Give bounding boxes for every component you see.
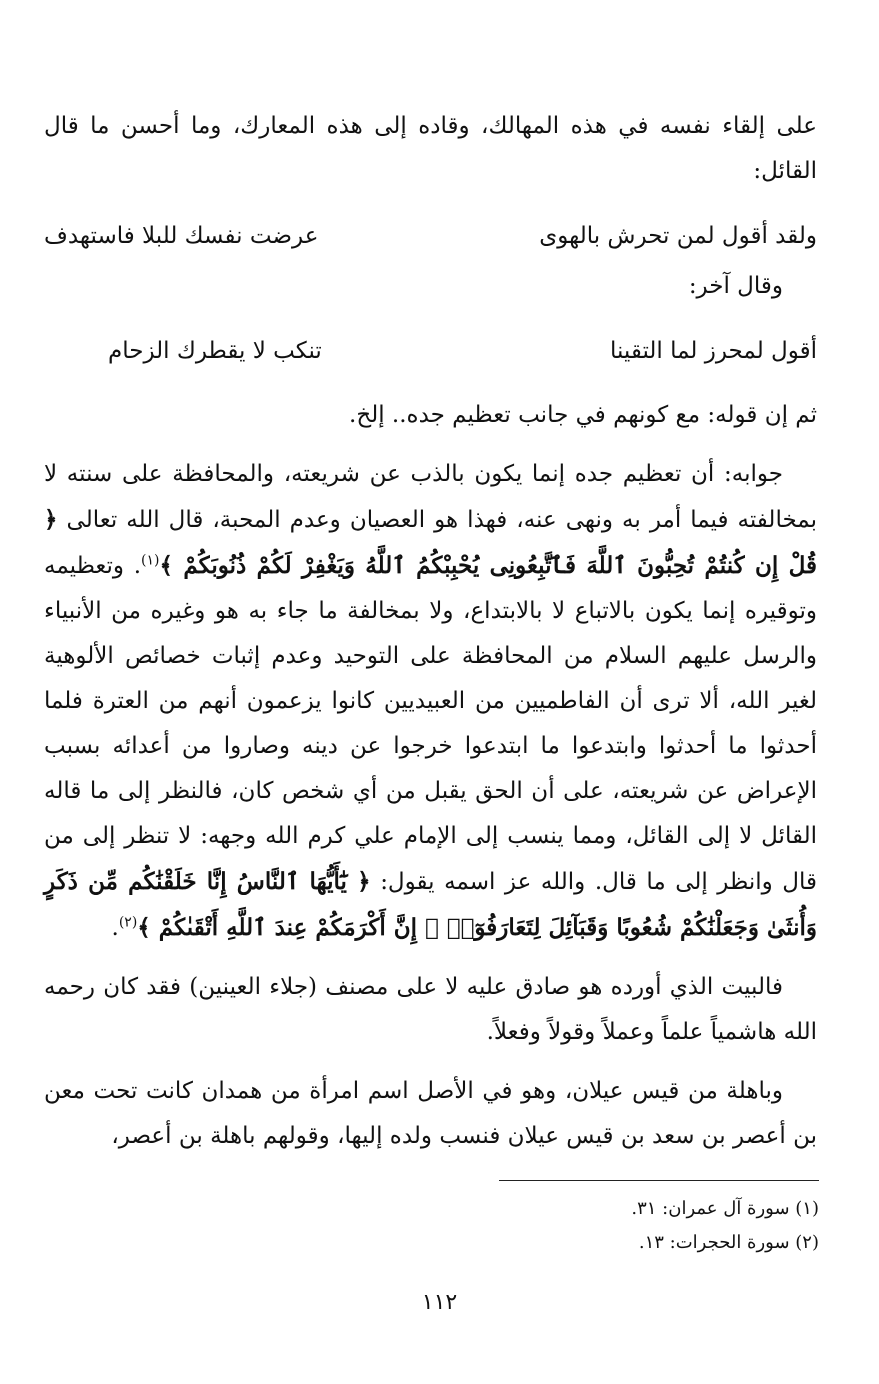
verse-1-second-hemistich: عرضت نفسك للبلا فاستهدف	[44, 222, 319, 249]
answer-text-3: .	[111, 915, 119, 941]
footnote-ref-2: (٢)	[118, 914, 138, 931]
verse-2-second-hemistich: تنكب لا يقطرك الزحام	[108, 337, 322, 364]
footnote-separator	[499, 1180, 819, 1181]
footnote-2: (٢) سورة الحجرات: ١٣.	[638, 1232, 819, 1253]
paragraph-intro: على إلقاء نفسه في هذه المهالك، وقاده إلى هذه المعارك، وما أحسن ما قال القائل:	[44, 113, 817, 184]
quran-verse-al-imran: ﴿ قُلْ إِن كُنتُمْ تُحِبُّونَ ٱللَّهَ فَٱتَّبِعُونِى يُحْبِبْكُمُ ٱللَّهُ وَيَغْفِرْ لَكُمْ ذُنُوبَكُمْ ﴾	[44, 506, 818, 579]
verse-2-first-hemistich: أقول لمحرز لما التقينا	[609, 337, 817, 364]
answer-text-1: جوابه: أن تعظيم جده إنما يكون بالذب عن شريعته، والمحافظة على سنته لا بمخالفته فيما أمر به ونهى عنه، فهذا هو العصيان وعدم المحبة، قال الله تعالى	[44, 461, 817, 533]
answer-text-2: . وتعظيمه وتوقيره إنما يكون بالاتباع لا بالابتداع، ولا بمخالفة ما جاء به هو وغيره من الأنبياء والرسل عليهم السلام من المحافظة على التوحيد وعدم إثبات خصائص الألوهية لغير الله، ألا ترى أن الفاطميين من العبيديين كانوا يزعمون أنهم من العترة فلما أحدثوا ما أحدثوا وابتدعوا ما ابتدعوا خرجوا عن دينه وصاروا من أعدائه بسبب الإعراض عن شريعته، على أن الحق يقبل من أي شخص كان، فالنظر إلى ما قاله القائل لا إلى القائل، ومما ينسب إلى الإمام علي كرم الله وجهه: لا تنظر إلى من قال وانظر إلى ما قال. والله عز اسمه يقول:	[44, 553, 817, 895]
poem-verse-2	[44, 323, 817, 379]
paragraph-another-said: وقال آخر:	[688, 273, 783, 299]
footnotes	[44, 1192, 819, 1260]
paragraph-then-his-saying: ثم إن قوله: مع كونهم في جانب تعظيم جده.. إلخ.	[349, 402, 817, 428]
page-number: ١١٢	[421, 1290, 458, 1315]
paragraph-bahila: وباهلة من قيس عيلان، وهو في الأصل اسم امرأة من همدان كانت تحت معن بن أعصر بن سعد بن قيس عيلان فنسب ولده إليها، وقولهم باهلة بن أعصر،	[44, 1078, 817, 1149]
main-text	[44, 104, 817, 1159]
footnote-ref-1: (١)	[141, 552, 160, 569]
footnote-1: (١) سورة آل عمران: ٣١.	[631, 1198, 819, 1219]
quran-verse-al-hujurat: ﴿ يَٰٓأَيُّهَا ٱلنَّاسُ إِنَّا خَلَقْنَٰكُم مِّن ذَكَرٍ وَأُنثَىٰ وَجَعَلْنَٰكُمْ شُعُوبًا وَقَبَآئِلَ لِتَعَارَفُوٓا۟ ۚ إِنَّ أَكْرَمَكُمْ عِندَ ٱللَّهِ أَتْقَىٰكُمْ ﴾	[44, 868, 817, 941]
paragraph-the-verse: فالبيت الذي أورده هو صادق عليه لا على مصنف (جلاء العينين) فقد كان رحمه الله هاشمياً علماً وعملاً وقولاً وفعلاً.	[44, 974, 817, 1045]
paragraph-answer	[44, 452, 817, 951]
verse-1-first-hemistich: ولقد أقول لمن تحرش بالهوى	[539, 222, 817, 249]
poem-verse-1	[44, 208, 817, 264]
